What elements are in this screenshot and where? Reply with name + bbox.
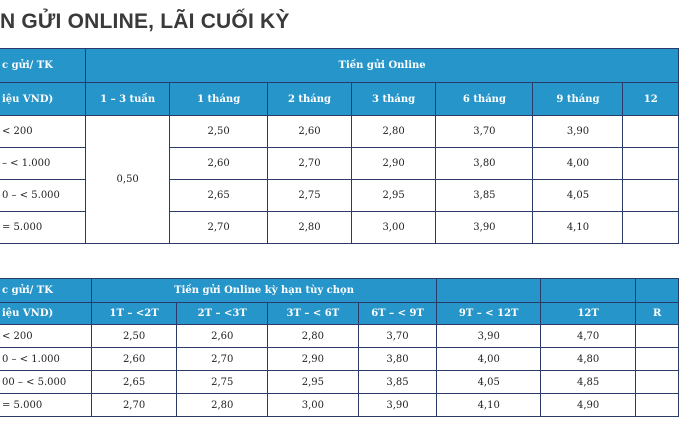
header-blank xyxy=(540,279,635,303)
header-flexible-term: Tiền gửi Online kỳ hạn tùy chọn xyxy=(91,279,437,303)
row-label: 0 – < 5.000 xyxy=(0,180,86,212)
table-row xyxy=(0,394,679,417)
row-label: = 5.000 xyxy=(0,212,86,244)
header-term-6-months: 6 tháng xyxy=(436,83,533,116)
merged-rate-cell: 0,50 xyxy=(86,116,170,244)
rate-cell: 3,85 xyxy=(358,371,437,394)
rate-cell xyxy=(636,348,679,371)
table-row xyxy=(0,116,679,148)
rate-cell: 3,90 xyxy=(358,394,437,417)
rate-cell: 2,65 xyxy=(170,180,268,212)
rate-cell: 2,80 xyxy=(351,116,436,148)
rate-cell: 2,60 xyxy=(170,148,268,180)
row-label: 00 – < 5.000 xyxy=(0,371,91,394)
rate-cell: 4,85 xyxy=(540,371,635,394)
page-title: N GỬI ONLINE, LÃI CUỐI KỲ xyxy=(0,10,290,33)
rate-cell: 2,60 xyxy=(91,348,177,371)
rate-cell xyxy=(623,212,679,244)
rate-cell xyxy=(623,180,679,212)
header-term-12t: 12T xyxy=(540,303,635,325)
rate-cell: 2,95 xyxy=(268,371,359,394)
header-term-1t-2t: 1T – <2T xyxy=(91,303,177,325)
rate-cell: 2,50 xyxy=(91,325,177,348)
header-term-3t-6t: 3T – < 6T xyxy=(268,303,359,325)
header-term-6t-9t: 6T – < 9T xyxy=(358,303,437,325)
row-label: 0 – < 1.000 xyxy=(0,348,91,371)
rate-cell: 4,00 xyxy=(533,148,623,180)
rate-cell xyxy=(636,325,679,348)
rate-cell: 3,00 xyxy=(268,394,359,417)
rate-cell: 4,10 xyxy=(437,394,541,417)
header-term-9t-12t: 9T – < 12T xyxy=(437,303,541,325)
rate-cell: 2,80 xyxy=(268,212,352,244)
rate-cell: 4,70 xyxy=(540,325,635,348)
rate-cell: 3,70 xyxy=(358,325,437,348)
header-unit-label: iệu VND) xyxy=(0,83,86,116)
rate-cell: 4,80 xyxy=(540,348,635,371)
rate-cell: 2,70 xyxy=(91,394,177,417)
rate-cell: 4,00 xyxy=(437,348,541,371)
rate-cell: 4,05 xyxy=(437,371,541,394)
rate-cell: 2,60 xyxy=(177,325,268,348)
rate-cell: 2,80 xyxy=(268,325,359,348)
rate-cell: 4,90 xyxy=(540,394,635,417)
rate-cell: 2,90 xyxy=(351,148,436,180)
header-term-2-months: 2 tháng xyxy=(268,83,352,116)
rate-cell xyxy=(636,371,679,394)
rate-cell xyxy=(623,148,679,180)
online-rates-table xyxy=(0,48,679,244)
header-blank xyxy=(437,279,541,303)
header-unit-label: iệu VND) xyxy=(0,303,91,325)
table-row xyxy=(0,348,679,371)
header-term-2t-3t: 2T – <3T xyxy=(177,303,268,325)
table-row xyxy=(0,371,679,394)
rate-cell: 2,95 xyxy=(351,180,436,212)
rate-cell: 3,90 xyxy=(436,212,533,244)
rate-cell: 3,90 xyxy=(533,116,623,148)
rate-cell xyxy=(636,394,679,417)
rate-cell: 2,70 xyxy=(170,212,268,244)
row-label: < 200 xyxy=(0,325,91,348)
rate-cell: 3,70 xyxy=(436,116,533,148)
rate-cell: 4,05 xyxy=(533,180,623,212)
header-term-9-months: 9 tháng xyxy=(533,83,623,116)
rate-cell: 2,65 xyxy=(91,371,177,394)
header-term-r: R xyxy=(636,303,679,325)
header-blank xyxy=(636,279,679,303)
row-label: < 200 xyxy=(0,116,86,148)
rate-cell: 2,60 xyxy=(268,116,352,148)
rate-cell: 2,90 xyxy=(268,348,359,371)
header-term-12-months: 12 xyxy=(623,83,679,116)
rate-cell: 2,70 xyxy=(268,148,352,180)
row-label: – < 1.000 xyxy=(0,148,86,180)
header-amount-label: c gửi/ TK xyxy=(0,49,86,83)
header-term-3-months: 3 tháng xyxy=(351,83,436,116)
rate-cell: 3,90 xyxy=(437,325,541,348)
header-online-deposit: Tiền gửi Online xyxy=(86,49,679,83)
rate-cell: 3,00 xyxy=(351,212,436,244)
header-term-1-3-weeks: 1 – 3 tuần xyxy=(86,83,170,116)
rate-cell: 2,75 xyxy=(177,371,268,394)
table-row xyxy=(0,325,679,348)
rate-cell: 2,75 xyxy=(268,180,352,212)
row-label: = 5.000 xyxy=(0,394,91,417)
rate-cell: 2,70 xyxy=(177,348,268,371)
rate-cell: 2,50 xyxy=(170,116,268,148)
rate-cell: 2,80 xyxy=(177,394,268,417)
header-amount-label: c gửi/ TK xyxy=(0,279,91,303)
rate-cell: 3,80 xyxy=(358,348,437,371)
rate-cell: 3,85 xyxy=(436,180,533,212)
rate-cell xyxy=(623,116,679,148)
rate-cell: 3,80 xyxy=(436,148,533,180)
rate-cell: 4,10 xyxy=(533,212,623,244)
header-term-1-month: 1 tháng xyxy=(170,83,268,116)
flexible-term-rates-table xyxy=(0,278,679,417)
